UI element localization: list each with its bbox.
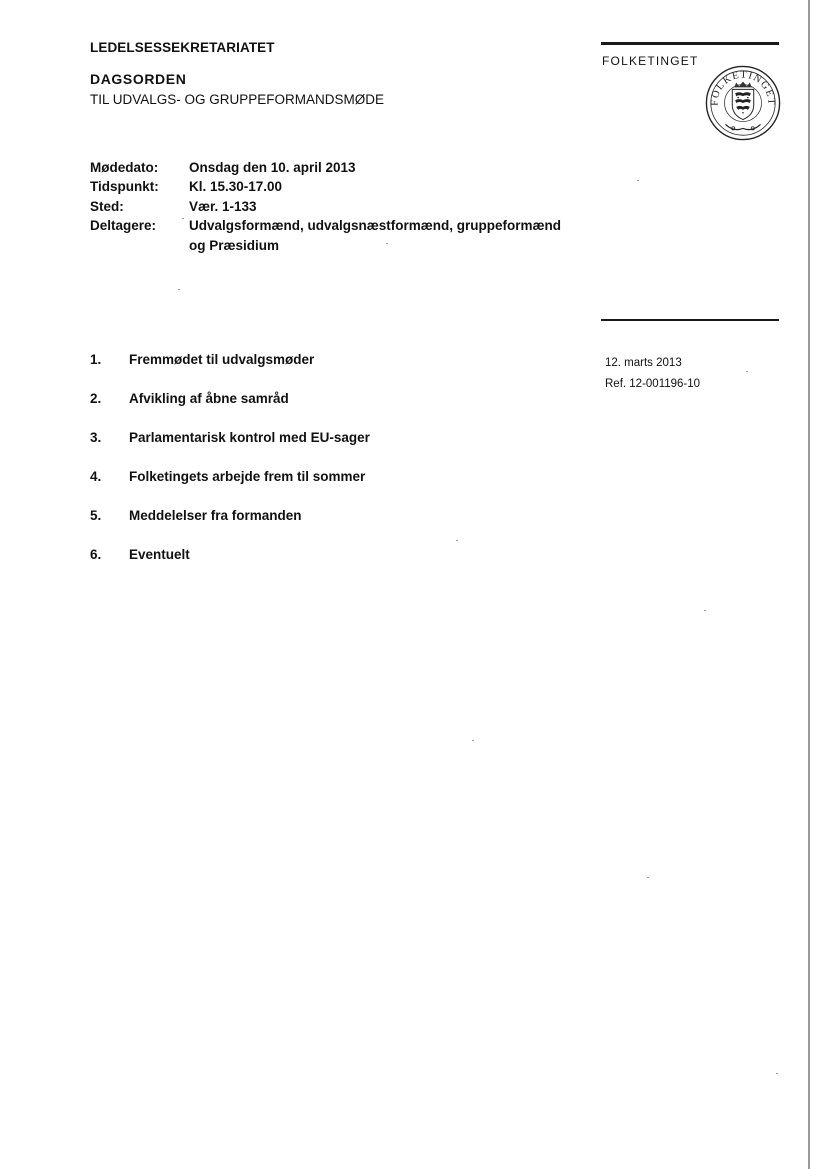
- agenda-item-number: 4.: [90, 469, 102, 484]
- middle-divider: [601, 319, 779, 321]
- document-subtitle: TIL UDVALGS- OG GRUPPEFORMANDSMØDE: [90, 92, 385, 107]
- reference-number: Ref. 12-001196-10: [605, 378, 701, 390]
- scan-speck: [746, 371, 748, 372]
- scan-speck: [386, 243, 388, 244]
- agenda-item-text: Folketingets arbejde frem til sommer: [129, 469, 366, 484]
- scan-speck: [637, 180, 639, 181]
- department-name: LEDELSESSEKRETARIATET: [90, 40, 275, 55]
- scan-speck: [704, 610, 706, 611]
- scan-speck: [647, 877, 649, 878]
- agenda-item-number: 6.: [90, 547, 102, 562]
- meeting-place-label: Sted:: [90, 199, 124, 214]
- scan-speck: [178, 289, 180, 290]
- agenda-item-number: 1.: [90, 352, 102, 367]
- folketinget-seal-icon: [704, 64, 782, 142]
- agenda-item-number: 5.: [90, 508, 102, 523]
- agenda-item-text: Afvikling af åbne samråd: [129, 391, 289, 406]
- meeting-participants-label: Deltagere:: [90, 218, 157, 233]
- meeting-place-value: Vær. 1-133: [189, 199, 257, 214]
- meeting-participants-line2: og Præsidium: [189, 238, 280, 253]
- meeting-date-label: Mødedato:: [90, 160, 159, 175]
- meeting-time-value: Kl. 15.30-17.00: [189, 179, 283, 194]
- seal-text: FOLKETINGET: [709, 69, 777, 107]
- agenda-item-text: Fremmødet til udvalgsmøder: [129, 352, 315, 367]
- agenda-item-text: Parlamentarisk kontrol med EU-sager: [129, 430, 370, 445]
- agenda-item-number: 2.: [90, 391, 102, 406]
- organization-name: FOLKETINGET: [602, 54, 699, 68]
- meeting-time-label: Tidspunkt:: [90, 179, 159, 194]
- document-date: 12. marts 2013: [605, 357, 682, 369]
- agenda-item-text: Eventuelt: [129, 547, 190, 562]
- scan-speck: [456, 540, 458, 541]
- scan-speck: [182, 218, 184, 219]
- scan-speck: [776, 1073, 778, 1074]
- agenda-item-number: 3.: [90, 430, 102, 445]
- scan-edge-line: [808, 0, 810, 1169]
- scan-speck: [472, 740, 474, 741]
- document-title: DAGSORDEN: [90, 71, 187, 87]
- meeting-participants-line1: Udvalgsformænd, udvalgsnæstformænd, gruppeformænd: [189, 218, 562, 233]
- agenda-item-text: Meddelelser fra formanden: [129, 508, 302, 523]
- top-divider: [601, 42, 779, 45]
- meeting-date-value: Onsdag den 10. april 2013: [189, 160, 356, 175]
